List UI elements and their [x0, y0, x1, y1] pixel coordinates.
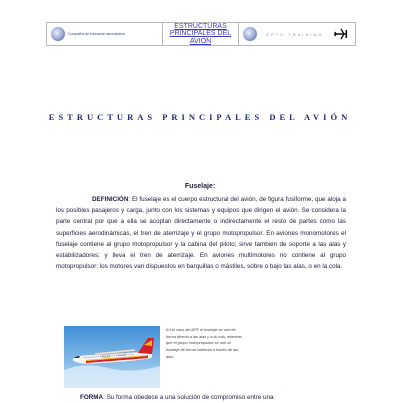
definition-paragraph [56, 194, 346, 272]
definition-text: : El fuselaje es el cuerpo estructural del avión, de figura fusiforme, que aloja a los posibles pasajeros y carga, junto con los sistemas y equipos que dirigen el avión. Se considera la parte central por que a ella se acoplan directamente o indirectamente el resto de partes como las superficies aerodinámicas, el tren de aterrizaje y el grupo motopropulsor. En aviones monomotores el fuselaje contiene al grupo motopropulsor y la cabina del piloto; sirve también de soporte a las alas y estabilizadores; y lleva el tren de aterrizaje. En aviones multimotores no contiene al grupo motopropulsor: los motores van dispuestos en barquillas o mástiles, sobre o bajo las alas, o en la cola. [56, 196, 346, 271]
header-center-cell [163, 23, 239, 45]
definition-label: DEFINICIÓN [92, 196, 129, 203]
image-caption: En el caso del ATR el fuselaje se une de forma directa a las alas y a la cola, mientras que el grupo motopropulsor se une al fuselaje de forma indirecta a través de las alas. [166, 327, 242, 359]
globe-logo-icon [51, 27, 65, 41]
header-right-cell [239, 23, 355, 45]
aircraft-photo [64, 326, 160, 388]
page-header [46, 22, 356, 46]
header-left-text: Compañía de formación aeronáutica [68, 31, 125, 36]
section-heading: Fuselaje: [184, 183, 216, 190]
forma-text: : Su forma obedece a una solución de compromiso entre una [103, 394, 274, 401]
forma-label: FORMA [80, 394, 104, 401]
header-right-text: OPTO TRAINING [266, 31, 324, 37]
airplane-icon [333, 27, 349, 41]
document-title: ESTRUCTURAS PRINCIPALES DEL AVIÓN [48, 112, 352, 122]
header-left-cell [47, 23, 163, 45]
forma-paragraph [56, 392, 346, 403]
globe-logo-icon [243, 27, 257, 41]
header-title-link[interactable]: ESTRUCTURAS PRINCIPALES DEL AVION [169, 22, 232, 45]
